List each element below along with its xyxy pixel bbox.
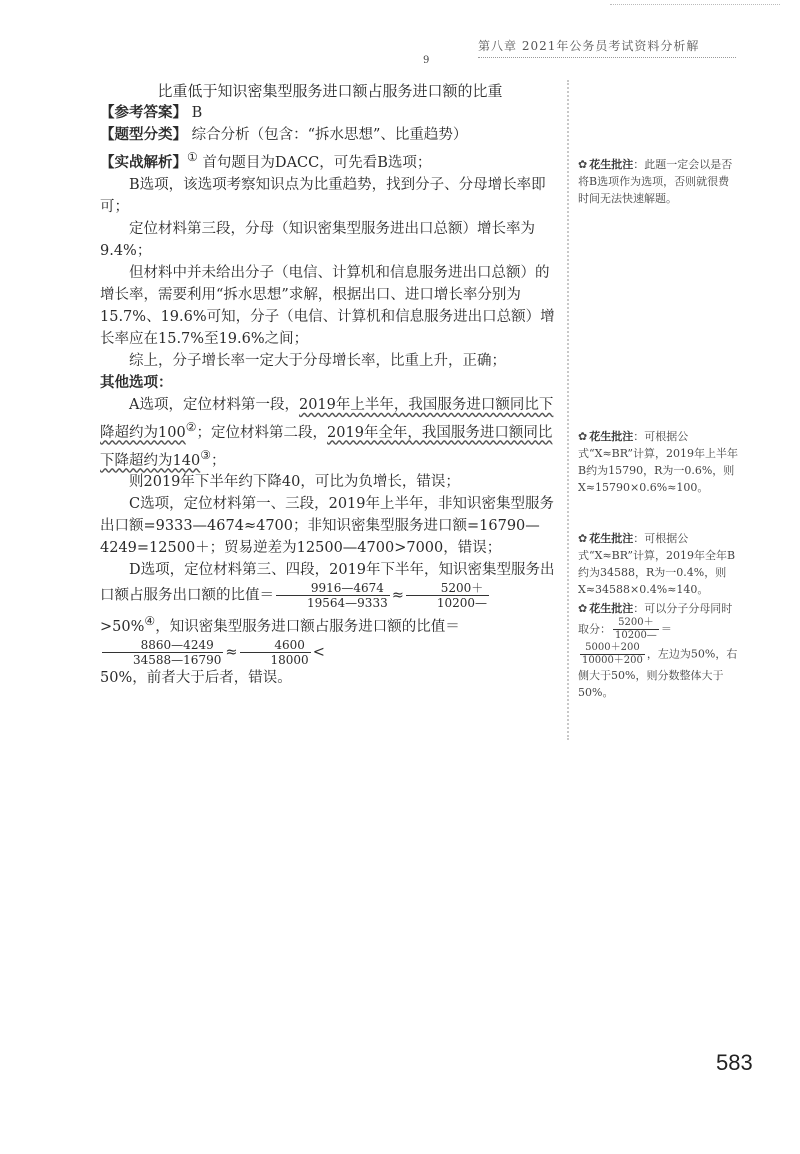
analysis-text: 首句题目为DACC，可先看B选项； — [202, 154, 432, 171]
side-note-3-tag: 花生批注 — [589, 532, 634, 545]
category-line — [100, 124, 560, 146]
paragraph-a1-mid: ；定位材料第二段， — [196, 424, 328, 441]
paragraph-b1: B选项，该选项考察知识点为比重趋势，找到分子、分母增长率即可； — [100, 176, 546, 215]
side-note-2 — [578, 428, 740, 496]
flower-icon: ✿ — [578, 158, 588, 171]
side-note-1 — [578, 156, 740, 207]
category-label: 【题型分类】 — [100, 127, 187, 143]
flower-icon: ✿ — [578, 602, 588, 615]
fraction-2-denominator: 10200— — [436, 596, 488, 611]
side-equals: ＝ — [660, 622, 672, 636]
side-note-4 — [578, 600, 740, 701]
note-ref-2: ② — [185, 419, 197, 434]
side-fraction-1-numerator: 5200＋ — [613, 617, 659, 630]
flower-icon: ✿ — [578, 430, 588, 443]
paragraph-d1-text: D选项，定位材料第三、四段，2019年下半年，知识密集型服务出口额占服务出口额的比值＝ — [100, 562, 555, 604]
fraction-1-denominator: 19564—9333 — [307, 596, 388, 611]
fraction-4-numerator: 4600 — [240, 638, 311, 653]
header-mark: 9 — [423, 55, 430, 66]
fraction-2-numerator: 5200＋ — [406, 581, 489, 596]
side-fraction-2 — [580, 642, 645, 667]
side-note-1-text: ：此题一定会以是否将B选项作为选项，否则就很费时间无法快速解题。 — [578, 158, 733, 205]
fraction-3-numerator: 8860—4249 — [102, 638, 223, 653]
side-note-2-tag: 花生批注 — [589, 430, 634, 443]
page-number: 583 — [716, 1050, 753, 1075]
fraction-4-denominator: 18000 — [270, 653, 309, 668]
paragraph-b3: 但材料中并未给出分子（电信、计算机和信息服务进出口总额）的增长率，需要利用“拆水思想”求解，根据出口、进口增长率分别为15.7%、19.6%可知，分子（电信、计算机和信息服务进出口总额）增长率应在15.7%至19.6%之间； — [100, 264, 555, 347]
answer-label: 【参考答案】 — [100, 105, 187, 121]
fraction-3 — [102, 638, 223, 667]
paragraph-d1-after: >50% — [100, 619, 145, 636]
margin-divider — [567, 80, 569, 740]
side-fraction-2-numerator: 5000＋200 — [580, 642, 645, 655]
paragraph-d3: 50%，前者大于后者，错误。 — [100, 670, 292, 687]
header-dotted-rule — [610, 4, 780, 5]
analysis-line — [100, 146, 560, 174]
paragraph-a1-wavy-2: 2019年全年，我国服务进口额同比下降超约为140 — [100, 424, 553, 469]
analysis-mark: ① — [187, 150, 198, 164]
paragraph-c1: C选项，定位材料第一、三段，2019年上半年，非知识密集型服务出口额=9333—4674≈4700；非知识密集型服务进口额=16790—4249=12500＋；贸易逆差为12500—4700>7000，错误； — [100, 496, 554, 557]
paragraph-b4: 综上，分子增长率一定大于分母增长率，比重上升，正确； — [129, 352, 506, 369]
flower-icon: ✿ — [578, 532, 588, 545]
side-fraction-1-denominator: 10200— — [615, 630, 657, 641]
side-fraction-1 — [613, 617, 659, 642]
side-fraction-2-denominator: 10000＋200 — [582, 655, 643, 666]
side-note-1-tag: 花生批注 — [589, 158, 634, 171]
paragraph-a1 — [100, 394, 560, 472]
fraction-3-denominator: 34588—16790 — [133, 653, 222, 668]
note-ref-4: ④ — [144, 614, 156, 629]
note-ref-3: ③ — [200, 447, 212, 462]
side-note-4-text: ：可以分子分母同时取分： — [578, 602, 733, 636]
paragraph-a1-end: ； — [211, 452, 226, 469]
analysis-label: 【实战解析】 — [100, 154, 187, 171]
answer-line — [100, 102, 560, 124]
running-head: 第八章 2021年公务员考试资料分析解 — [478, 37, 736, 58]
paragraph-a1-wavy-1: 2019年上半年，我国服务进口额同比下降超约为100 — [100, 396, 554, 441]
fraction-1 — [276, 581, 390, 610]
fraction-2 — [406, 581, 489, 610]
fraction-1-numerator: 9916—4674 — [276, 581, 390, 596]
side-note-4-text-2: ，左边为50%，右侧大于50%，则分数整体大于50%。 — [578, 647, 738, 699]
side-note-3-text: ：可根据公式“X≈BR”计算，2019年全年B约为34588，R为一0.4%，则X≈34588×0.4%≈140。 — [578, 532, 736, 596]
less-than-sign: < — [312, 644, 325, 661]
side-note-2-text: ：可根据公式“X≈BR”计算，2019年上半年B约为15790，R为一0.6%，则X≈15790×0.6%≈100。 — [578, 430, 739, 494]
paragraph-b2: 定位材料第三段，分母（知识密集型服务进出口总额）增长率为9.4%； — [100, 220, 535, 259]
paragraph-d2-text: ，知识密集型服务进口额占服务进口额的比值＝ — [155, 619, 460, 636]
category-value: 综合分析（包含：“拆水思想”、比重趋势） — [191, 127, 468, 143]
answer-value: B — [191, 105, 203, 121]
other-options-label: 其他选项： — [100, 374, 173, 391]
side-note-4-tag: 花生批注 — [589, 602, 634, 615]
fraction-4 — [240, 638, 311, 667]
title-line: 比重低于知识密集型服务进口额占服务进口额的比重 — [157, 82, 503, 100]
main-text — [100, 80, 560, 689]
paragraph-a2: 则2019年下半年约下降40，可比为负增长，错误； — [129, 474, 460, 491]
side-note-3 — [578, 530, 740, 598]
paragraph-a1-start: A选项，定位材料第一段， — [129, 396, 299, 413]
paragraph-d1: D选项，定位材料第三、四段，2019年下半年，知识密集型服务出口额占服务出口额的比值＝ $\frac{9916—4674}{19564—9333}$ ≈ $\frac{5200+}{10200—}$ >50%④，知识密集型服务进口额占服务进口额的比值＝ $\frac{8860—4249}{34588—16790}$ ≈ $\frac{4600}{18000}$ < — [100, 562, 555, 668]
